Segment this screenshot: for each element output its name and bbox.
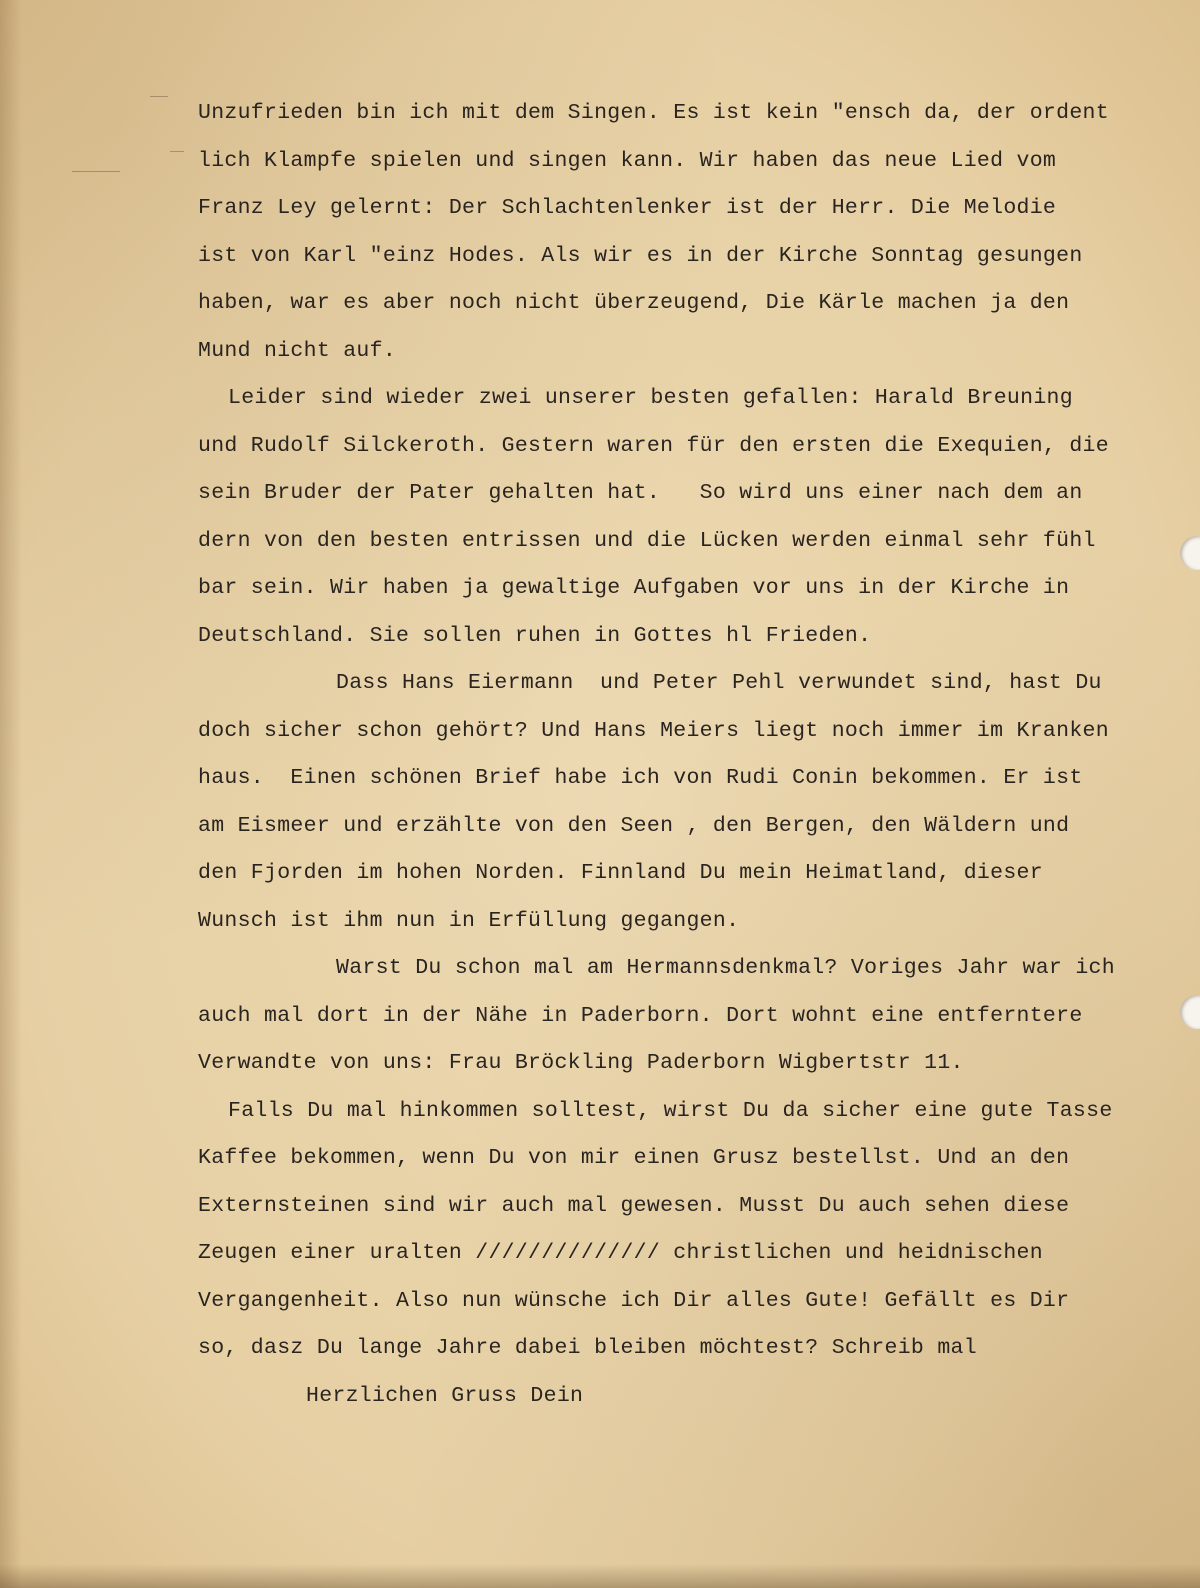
text-line: Dass Hans Eiermann und Peter Pehl verwundet sind, hast Du <box>336 671 1102 695</box>
text-line: so, dasz Du lange Jahre dabei bleiben möchtest? Schreib mal <box>198 1336 977 1360</box>
text-line: am Eismeer und erzählte von den Seen , den Bergen, den Wäldern und <box>198 813 1070 838</box>
text-line: bar sein. Wir haben ja gewaltige Aufgaben vor uns in der Kirche in <box>198 576 1070 600</box>
text-line: lich Klampfe spielen und singen kann. Wir haben das neue Lied vom <box>198 148 1057 173</box>
text-line: Falls Du mal hinkommen solltest, wirst Du da sicher eine gute Tasse <box>228 1098 1113 1123</box>
text-line: Mund nicht auf. <box>198 338 397 363</box>
text-line: Wunsch ist ihm nun in Erfüllung gegangen. <box>198 908 740 933</box>
text-line: haben, war es aber noch nicht überzeugend, Die Kärle machen ja den <box>198 291 1070 315</box>
text-line: dern von den besten entrissen und die Lücken werden einmal sehr fühl <box>198 528 1096 553</box>
text-line: Zeugen einer uralten ////////////// christlichen und heidnischen <box>198 1241 1043 1265</box>
paragraph <box>198 945 1188 1088</box>
text-line: Deutschland. Sie sollen ruhen in Gottes hl Frieden. <box>198 623 872 648</box>
text-line: Leider sind wieder zwei unserer besten gefallen: Harald Breuning <box>228 386 1073 410</box>
text-line: und Rudolf Silckeroth. Gestern waren für den ersten die Exequien, die <box>198 433 1109 458</box>
text-line: Unzufrieden bin ich mit dem Singen. Es ist kein "ensch da, der ordent <box>198 101 1109 125</box>
text-line: Warst Du schon mal am Hermannsdenkmal? Voriges Jahr war ich <box>336 956 1115 980</box>
paragraph <box>198 1088 1188 1373</box>
text-line: doch sicher schon gehört? Und Hans Meiers liegt noch immer im Kranken <box>198 718 1109 743</box>
typed-letter-body <box>198 90 1188 1420</box>
text-line: sein Bruder der Pater gehalten hat. So wird uns einer nach dem an <box>198 481 1083 505</box>
text-line: Vergangenheit. Also nun wünsche ich Dir alles Gute! Gefällt es Dir <box>198 1288 1070 1313</box>
text-line: Externsteinen sind wir auch mal gewesen. Musst Du auch sehen diese <box>198 1193 1070 1218</box>
text-line: den Fjorden im hohen Norden. Finnland Du mein Heimatland, dieser <box>198 861 1043 885</box>
paragraph <box>198 90 1188 375</box>
margin-mark <box>150 96 168 97</box>
text-line: haus. Einen schönen Brief habe ich von Rudi Conin bekommen. Er ist <box>198 766 1083 790</box>
text-line: Franz Ley gelernt: Der Schlachtenlenker ist der Herr. Die Melodie <box>198 196 1057 220</box>
margin-mark <box>170 151 184 152</box>
paragraph <box>198 375 1188 660</box>
text-line: auch mal dort in der Nähe in Paderborn. Dort wohnt eine entferntere <box>198 1003 1083 1028</box>
text-line: Kaffee bekommen, wenn Du von mir einen Grusz bestellst. Und an den <box>198 1146 1070 1170</box>
paragraph <box>198 660 1188 945</box>
margin-mark <box>72 171 120 172</box>
closing-line: Herzlichen Gruss Dein <box>306 1383 584 1408</box>
text-line: Verwandte von uns: Frau Bröckling Paderborn Wigbertstr 11. <box>198 1051 964 1075</box>
text-line: ist von Karl "einz Hodes. Als wir es in der Kirche Sonntag gesungen <box>198 243 1083 268</box>
